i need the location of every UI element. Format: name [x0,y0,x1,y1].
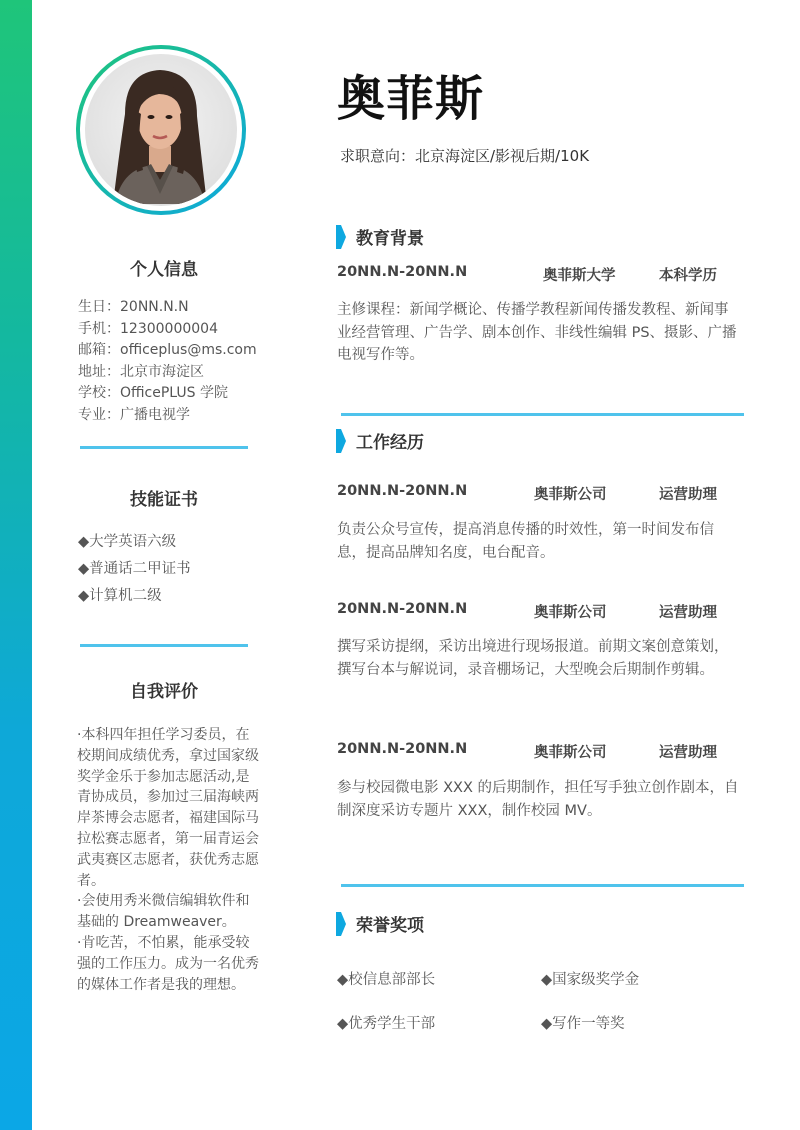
education-entry [337,264,747,286]
education-header [336,224,424,249]
work-header [336,428,424,453]
section-marker-icon [336,912,346,936]
work-description: 撰写采访提纲，采访出境进行现场报道。前期文案创意策划，撰写台本与解说词，录音棚场记，大型晚会后期制作剪辑。 [337,639,729,678]
self-eval-paragraph: ·本科四年担任学习委员，在校期间成绩优秀，拿过国家级奖学金乐于参加志愿活动,是青协成员，参加过三届海峡两岸茶博会志愿者，福建国际马拉松赛志愿者，第一届青运会武夷赛区志愿者，获优秀志愿者。 [77,727,259,889]
info-address: 地址：北京市海淀区 [78,363,204,380]
work-entry-heading [337,601,747,623]
info-major: 专业：广播电视学 [78,406,190,423]
work-company: 奥菲斯公司 [534,487,607,503]
awards-title: 荣誉奖项 [356,916,424,936]
info-email: 邮箱：officeplus@ms.com [78,342,257,359]
candidate-name: 奥菲斯 [337,71,485,127]
skill-item: ◆大学英语六级 [78,534,177,550]
divider [80,644,248,647]
education-title: 教育背景 [356,229,424,249]
education-courses: 主修课程：新闻学概论、传播学教程新闻传播发教程、新闻事业经营管理、广告学、剧本创作、非线性编辑 PS、摄影、广播电视写作等。 [337,302,737,363]
self-eval-title: 自我评价 [130,682,198,702]
self-eval-text [77,725,263,995]
divider [341,884,744,887]
work-company: 奥菲斯公司 [534,605,607,621]
profile-photo [85,54,237,206]
education-school: 奥菲斯大学 [543,268,616,284]
work-date: 20NN.N-20NN.N [337,601,468,617]
education-date: 20NN.N-20NN.N [337,264,468,280]
divider [341,413,744,416]
skill-item: ◆普通话二甲证书 [78,561,191,577]
work-company: 奥菲斯公司 [534,745,607,761]
self-eval-paragraph: ·会使用秀米微信编辑软件和基础的 Dreamweaver。 [77,893,250,931]
award-item: ◆优秀学生干部 [337,1016,436,1032]
award-item: ◆校信息部部长 [337,972,436,988]
skill-item: ◆计算机二级 [78,588,162,604]
accent-bar [0,0,32,1130]
divider [80,446,248,449]
work-description: 参与校园微电影 XXX 的后期制作，担任写手独立创作剧本，自制深度采访专题片 XXX，制作校园 MV。 [337,780,739,819]
skills-list [78,529,191,610]
work-date: 20NN.N-20NN.N [337,483,468,499]
award-item: ◆写作一等奖 [541,1016,625,1032]
work-date: 20NN.N-20NN.N [337,741,468,757]
self-eval-paragraph: ·肯吃苦，不怕累，能承受较强的工作压力。成为一名优秀的媒体工作者是我的理想。 [77,934,259,993]
work-role: 运营助理 [659,487,717,503]
education-degree: 本科学历 [659,268,717,284]
job-intent: 求职意向：北京海淀区/影视后期/10K [340,147,590,165]
work-role: 运营助理 [659,605,717,621]
award-item: ◆国家级奖学金 [541,972,640,988]
work-entry-heading [337,741,747,763]
skills-title: 技能证书 [130,490,198,510]
personal-info-title: 个人信息 [130,260,198,280]
work-entry-heading [337,483,747,505]
awards-header [336,911,424,936]
profile-photo-frame [76,45,246,215]
work-description: 负责公众号宣传，提高消息传播的时效性，第一时间发布信息，提高品牌知名度，电台配音。 [337,522,714,561]
work-role: 运营助理 [659,745,717,761]
info-birthday: 生日：20NN.N.N [78,299,189,315]
work-title: 工作经历 [356,433,424,453]
info-school: 学校：OfficePLUS 学院 [78,385,228,402]
personal-info-list [78,297,257,427]
info-phone: 手机：12300000004 [78,320,218,337]
section-marker-icon [336,225,346,249]
section-marker-icon [336,429,346,453]
